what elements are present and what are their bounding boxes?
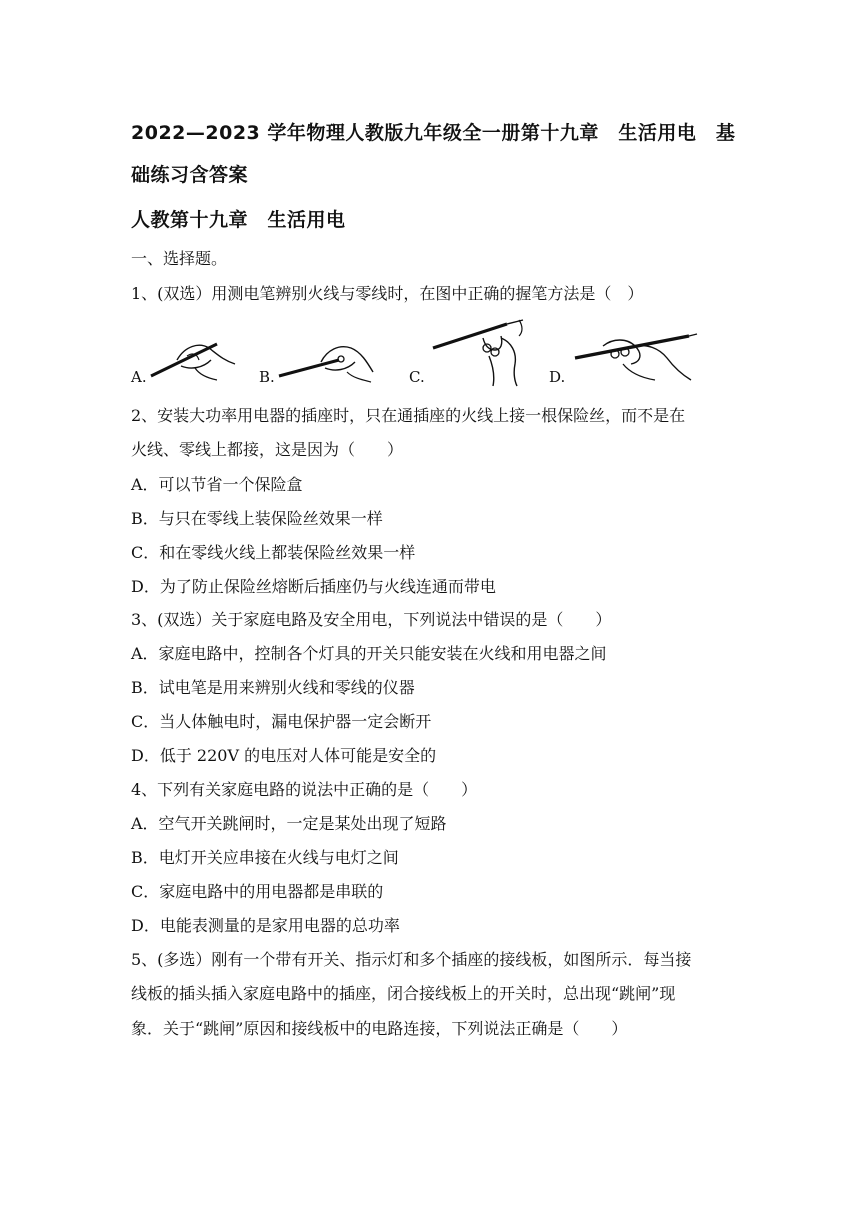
question-4-option-c: C．家庭电路中的用电器都是串联的 — [131, 882, 384, 901]
question-3-option-d: D．低于 220V 的电压对人体可能是安全的 — [131, 746, 437, 765]
question-4-option-d: D．电能表测量的是家用电器的总功率 — [131, 916, 400, 935]
question-1-figures — [131, 316, 731, 388]
question-3-option-c: C．当人体触电时，漏电保护器一定会断开 — [131, 712, 432, 731]
figure-c-label: C. — [409, 368, 425, 386]
figure-a — [131, 316, 241, 388]
figure-c — [409, 316, 539, 388]
question-2-stem-line-1: 2、安装大功率用电器的插座时，只在通插座的火线上接一根保险丝，而不是在 — [131, 406, 686, 425]
figure-b-label: B. — [259, 368, 275, 386]
question-2-option-a: A．可以节省一个保险盒 — [131, 475, 303, 494]
hand-holding-tester-pen-icon — [277, 332, 377, 384]
figure-b — [259, 316, 379, 388]
question-3-option-b: B．试电笔是用来辨别火线和零线的仪器 — [131, 678, 415, 697]
figure-d-label: D. — [549, 368, 566, 386]
question-2-stem-line-2: 火线、零线上都接，这是因为（ ） — [131, 440, 404, 459]
chapter-heading: 人教第十九章 生活用电 — [131, 209, 346, 231]
question-4-option-b: B．电灯开关应串接在火线与电灯之间 — [131, 848, 399, 867]
hand-holding-tester-pen-icon — [147, 330, 241, 384]
hand-holding-tester-pen-icon — [431, 316, 541, 388]
question-5-stem-line-2: 线板的插头插入家庭电路中的插座，闭合接线板上的开关时，总出现“跳闸”现 — [131, 984, 676, 1003]
question-4-stem: 4、下列有关家庭电路的说法中正确的是（ ） — [131, 780, 478, 799]
question-3-stem: 3、(双选）关于家庭电路及安全用电，下列说法中错误的是（ ） — [131, 610, 612, 629]
question-2-option-b: B．与只在零线上装保险丝效果一样 — [131, 509, 383, 528]
document-title-line-2: 础练习含答案 — [131, 164, 249, 186]
document-title-line-1: 2022—2023 学年物理人教版九年级全一册第十九章 生活用电 基 — [131, 122, 736, 144]
question-3-option-a: A．家庭电路中，控制各个灯具的开关只能安装在火线和用电器之间 — [131, 644, 607, 663]
question-2-option-d: D．为了防止保险丝熔断后插座仍与火线连通而带电 — [131, 577, 496, 596]
question-5-stem-line-1: 5、(多选）刚有一个带有开关、指示灯和多个插座的接线板，如图所示．每当接 — [131, 950, 692, 969]
hand-holding-tester-pen-icon — [571, 324, 699, 386]
figure-d — [549, 316, 709, 388]
question-1-stem: 1、(双选）用测电笔辨别火线与零线时，在图中正确的握笔方法是（ ） — [131, 284, 644, 303]
question-2-option-c: C．和在零线火线上都装保险丝效果一样 — [131, 543, 416, 562]
question-4-option-a: A．空气开关跳闸时，一定是某处出现了短路 — [131, 814, 447, 833]
section-heading: 一、选择题。 — [131, 249, 228, 268]
question-5-stem-line-3: 象．关于“跳闸”原因和接线板中的电路连接，下列说法正确是（ ） — [131, 1019, 628, 1038]
figure-a-label: A. — [131, 368, 147, 386]
